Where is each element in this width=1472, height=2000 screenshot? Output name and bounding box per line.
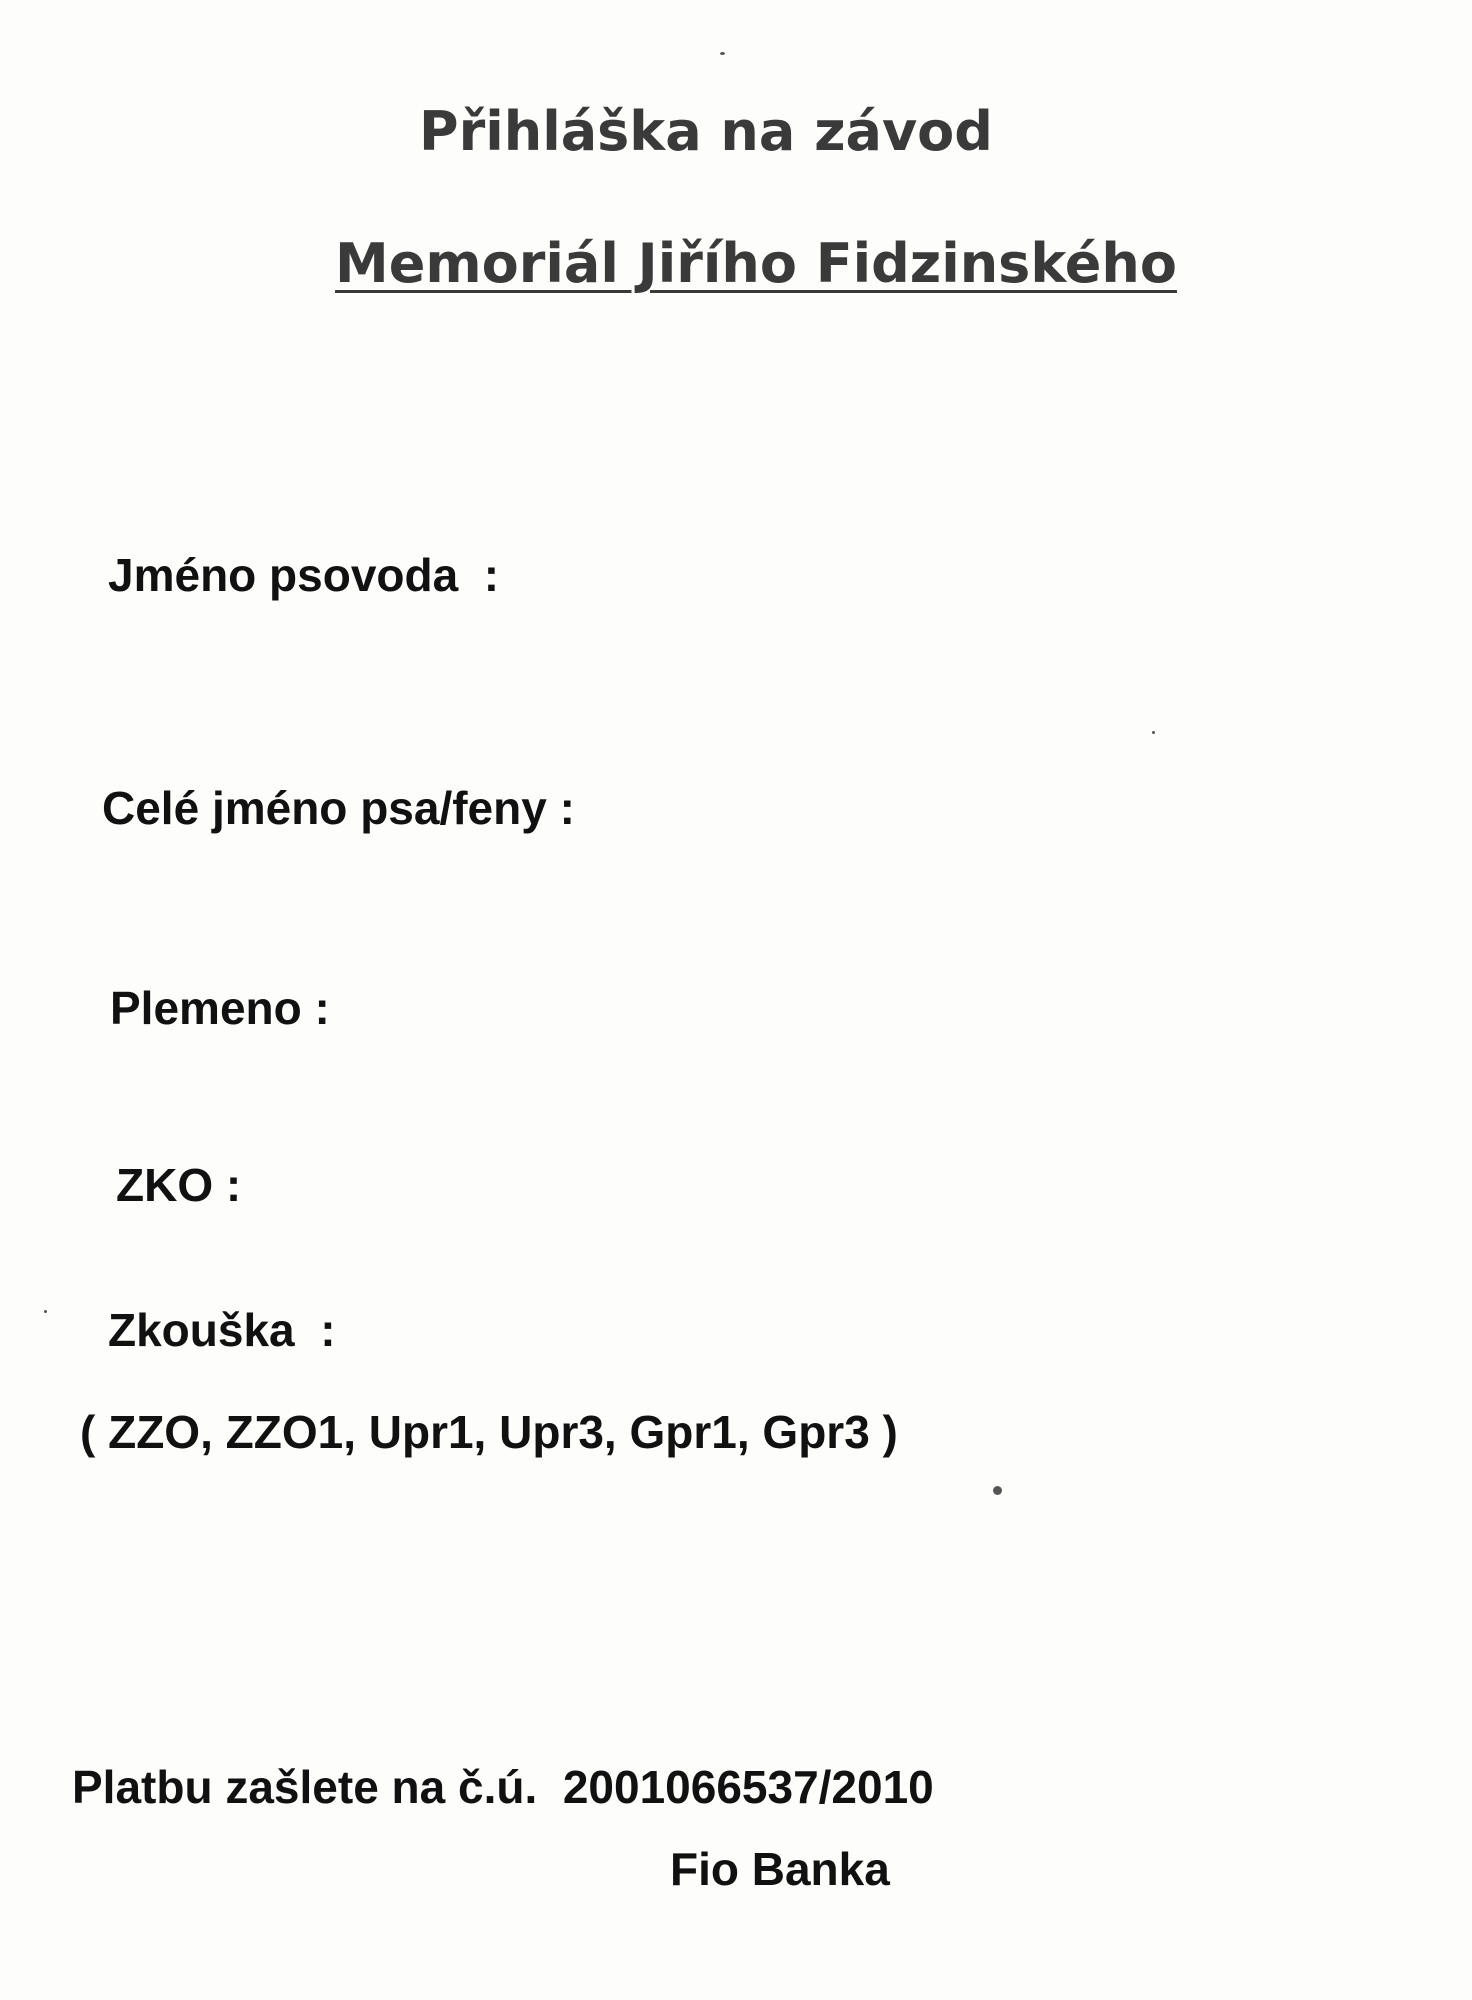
handler-name-label: Jméno psovoda : bbox=[108, 549, 500, 601]
dog-full-name-label: Celé jméno psa/feny : bbox=[102, 782, 575, 834]
payment-account: Platbu zašlete na č.ú. 2001066537/2010 bbox=[72, 1761, 934, 1813]
scan-speck bbox=[44, 1310, 47, 1313]
exam-options: ( ZZO, ZZO1, Upr1, Upr3, Gpr1, Gpr3 ) bbox=[80, 1406, 898, 1458]
bank-name: Fio Banka bbox=[670, 1843, 890, 1895]
form-title: Přihláška na závod bbox=[419, 100, 993, 163]
exam-label: Zkouška : bbox=[108, 1304, 336, 1356]
scan-speck bbox=[1152, 731, 1155, 734]
scan-speck bbox=[993, 1486, 1002, 1495]
breed-label: Plemeno : bbox=[110, 982, 330, 1034]
event-name: Memoriál Jiřího Fidzinského bbox=[335, 232, 1177, 295]
zko-label: ZKO : bbox=[116, 1159, 242, 1211]
scan-speck bbox=[720, 52, 725, 55]
